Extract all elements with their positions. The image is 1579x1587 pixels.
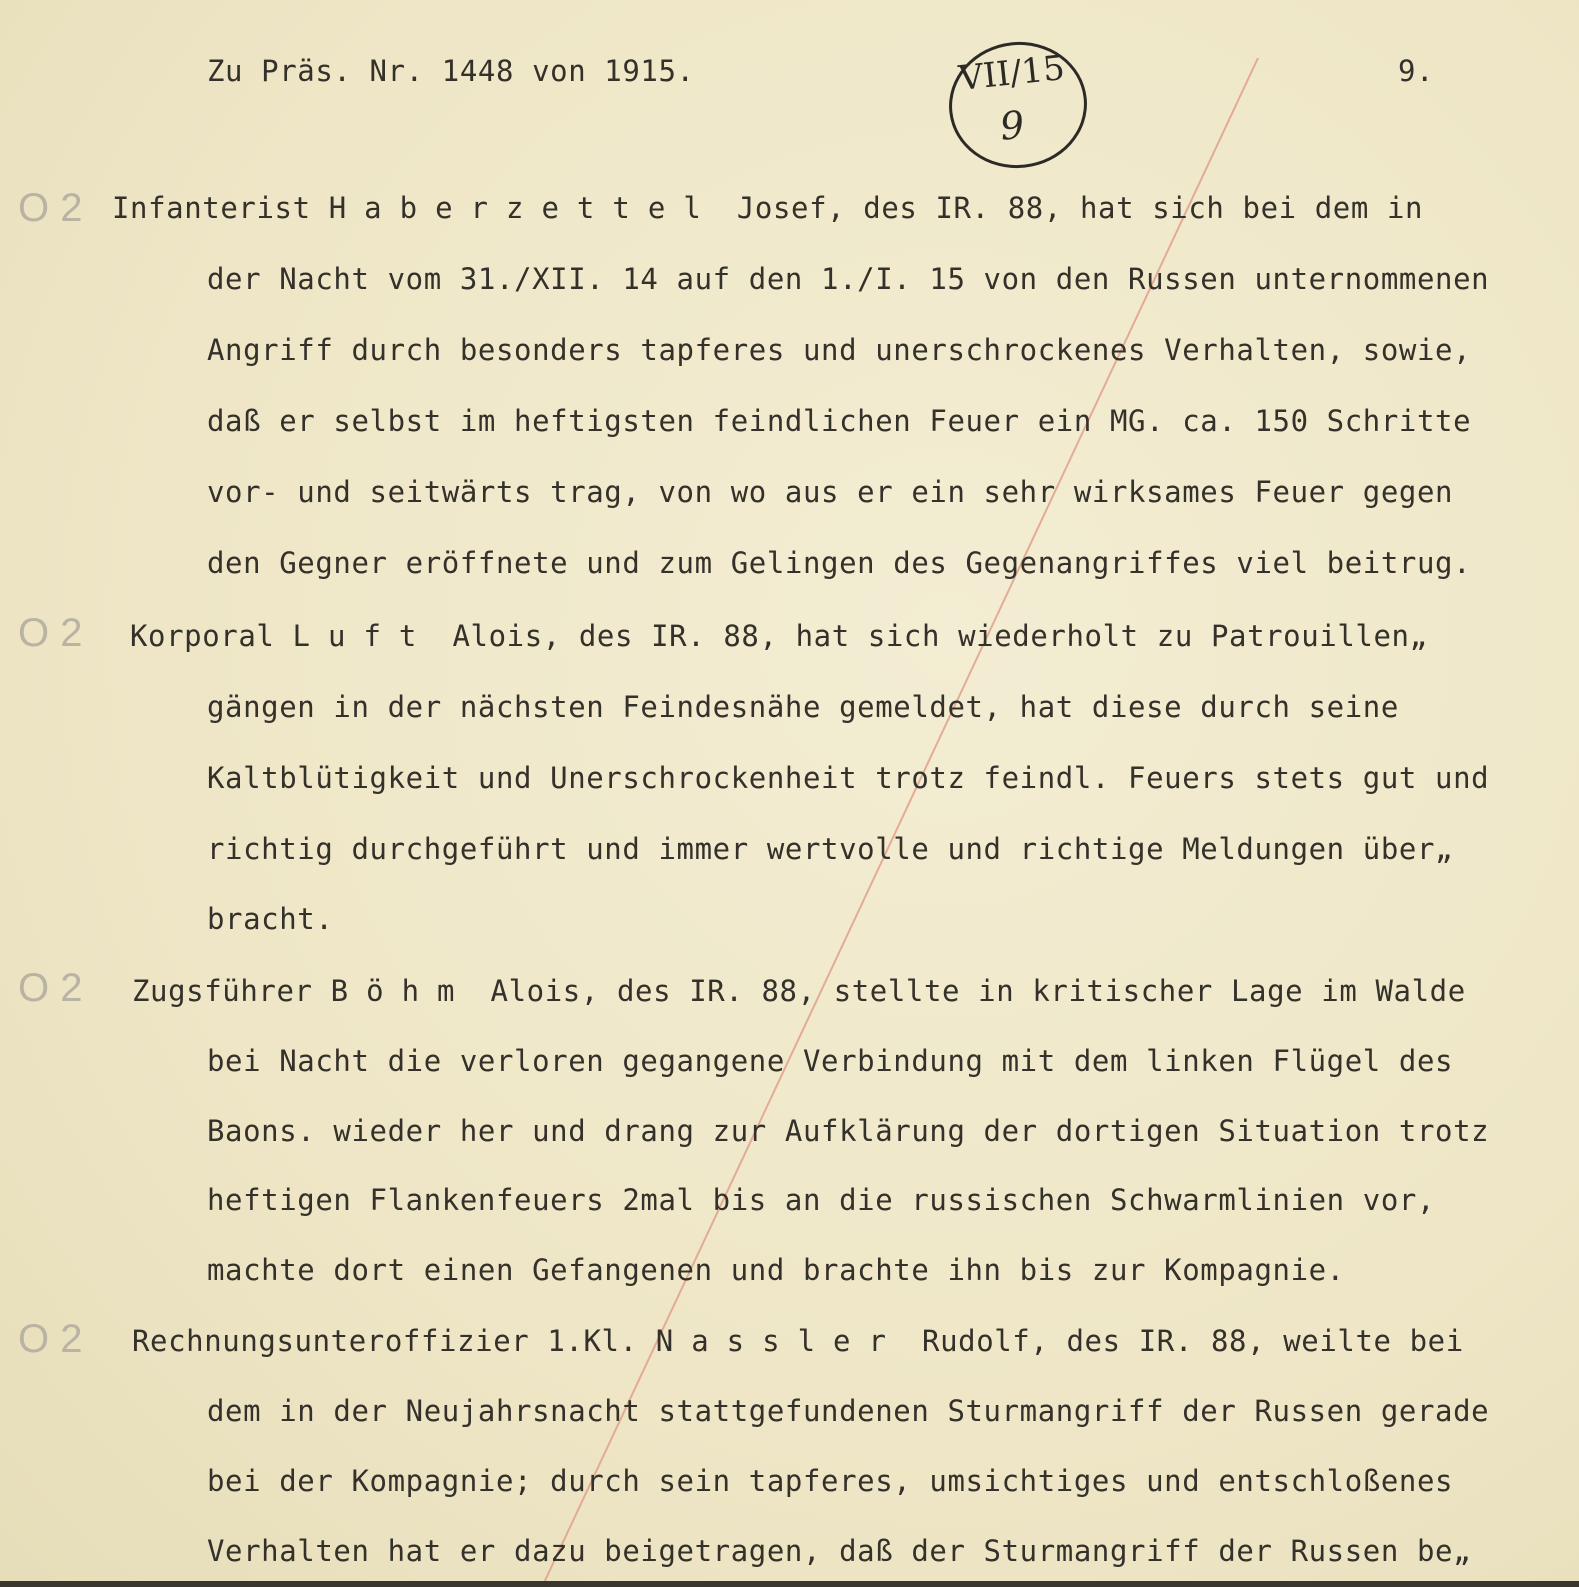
entry-line: dem in der Neujahrsnacht stattgefundenen Sturmangriff der Russen gerade	[207, 1394, 1490, 1428]
entry-line: Baons. wieder her und drang zur Aufklärung der dortigen Situation trotz	[207, 1114, 1490, 1148]
entry-name: Böhm	[330, 974, 473, 1008]
entry-name: Luft	[292, 619, 435, 653]
entry-line: bracht.	[207, 902, 334, 936]
entry-first-line	[130, 619, 1428, 653]
entry-line: vor- und seitwärts trag, von wo aus er ein sehr wirksames Feuer gegen	[207, 475, 1454, 509]
entry-line: der Nacht vom 31./XII. 14 auf den 1./I. 15 von den Russen unternommenen	[207, 262, 1490, 296]
entry-line: bei der Kompagnie; durch sein tapferes, umsichtiges und entschloßenes	[207, 1464, 1454, 1498]
stamp-bottom-text: 9	[997, 102, 1027, 149]
entry-first-line-rest: Rudolf, des IR. 88, weilte bei	[903, 1324, 1464, 1358]
page-bottom-edge	[0, 1581, 1579, 1587]
reference-header: Zu Präs. Nr. 1448 von 1915.	[207, 54, 695, 88]
entry-first-line	[132, 1324, 1464, 1358]
entry-rank: Rechnungsunteroffizier 1.Kl.	[132, 1324, 656, 1358]
entry-rank: Korporal	[130, 619, 293, 653]
entry-first-line	[132, 974, 1466, 1008]
entry-line: bei Nacht die verloren gegangene Verbindung mit dem linken Flügel des	[207, 1044, 1454, 1078]
entry-marker: O 2	[18, 1317, 83, 1361]
entry-name: Nassler	[655, 1324, 904, 1358]
entry-marker: O 2	[18, 611, 83, 655]
entry-line: den Gegner eröffnete und zum Gelingen des Gegenangriffes viel beitrug.	[207, 546, 1472, 580]
entry-line: Angriff durch besonders tapferes und unerschrockenes Verhalten, sowie,	[207, 333, 1472, 367]
entry-marker: O 2	[18, 186, 83, 230]
entry-line: machte dort einen Gefangenen und brachte ihn bis zur Kompagnie.	[207, 1253, 1345, 1287]
entry-line: heftigen Flankenfeuers 2mal bis an die russischen Schwarmlinien vor,	[207, 1183, 1436, 1217]
entry-line: Verhalten hat er dazu beigetragen, daß der Sturmangriff der Russen be„	[207, 1534, 1472, 1568]
entry-line: Kaltblütigkeit und Unerschrockenheit trotz feindl. Feuers stets gut und	[207, 761, 1490, 795]
entry-line: daß er selbst im heftigsten feindlichen Feuer ein MG. ca. 150 Schritte	[207, 404, 1472, 438]
stamp-top-text: VII/15	[956, 48, 1067, 99]
entry-first-line	[112, 191, 1423, 225]
entry-marker: O 2	[18, 966, 83, 1010]
entry-first-line-rest: Alois, des IR. 88, hat sich wiederholt zu Patrouillen„	[434, 619, 1428, 653]
entry-rank: Zugsführer	[132, 974, 331, 1008]
entry-first-line-rest: Josef, des IR. 88, hat sich bei dem in	[718, 191, 1424, 225]
page-number: 9.	[1398, 54, 1435, 88]
entry-name: Haberzettel	[328, 191, 719, 225]
entry-line: richtig durchgeführt und immer wertvolle und richtige Meldungen über„	[207, 832, 1454, 866]
entry-rank: Infanterist	[112, 191, 329, 225]
entry-line: gängen in der nächsten Feindesnähe gemeldet, hat diese durch seine	[207, 690, 1399, 724]
entry-first-line-rest: Alois, des IR. 88, stellte in kritischer Lage im Walde	[472, 974, 1466, 1008]
